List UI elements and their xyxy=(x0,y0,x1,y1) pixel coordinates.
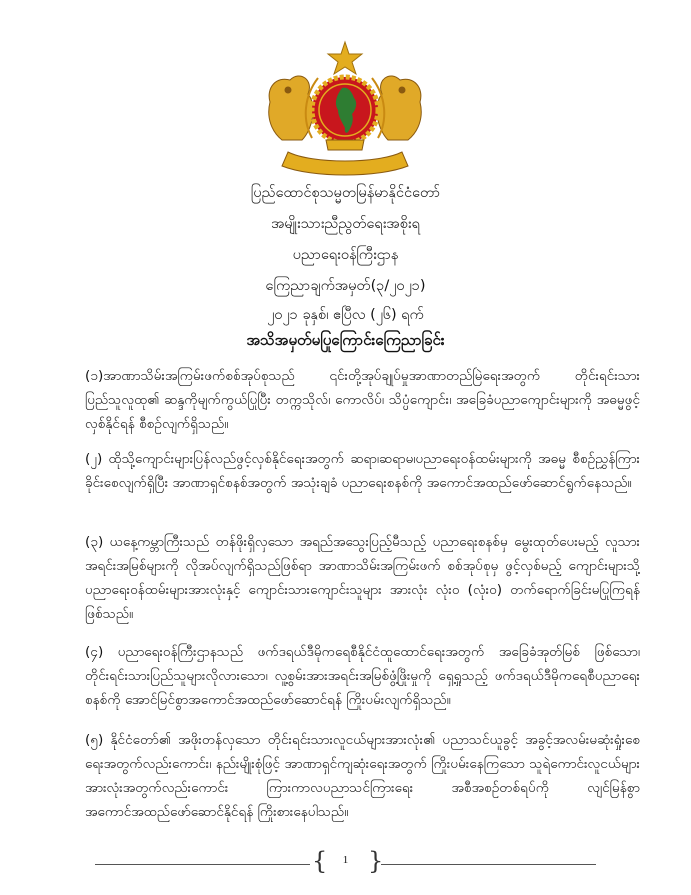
paragraph-2: (၂) ထိုသို့ကျောင်းများပြန်လည်ဖွင့်လှစ်နိုင်ရေးအတွက် ဆရာ၊ဆရာမ၊ပညာရေးဝန်ထမ်းများကို အဓမ္မ စီစဉ်ညွှန်ကြားခိုင်းစေလျက်ရှိပြီး အာဏာရှင်စနစ်အတွက် အသုံးချခံ ပညာရေးစနစ်ကို အကောင်အထည်ဖော်ဆောင်ရွက်နေသည်။ xyxy=(85,451,640,491)
paragraph-3: (၃) ယနေ့ကမ္ဘာကြီးသည် တန်ဖိုးရှိလှသော အရည်အသွေးပြည့်မီသည့် ပညာရေးစနစ်မှ မွေးထုတ်ပေးမည့် လူသားအရင်းအမြစ်များကို လိုအပ်လျက်ရှိသည်ဖြစ်ရာ အာဏာသိမ်းအကြမ်းဖက် စစ်အုပ်စုမှ ဖွင့်လှစ်မည့် ကျောင်းများသို့ ပညာရေးဝန်ထမ်းများအားလုံးနှင့် ကျောင်းသားကျောင်းသူများ အားလုံး လုံးဝ (လုံးဝ) တက်ရောက်ခြင်းမပြုကြရန် ဖြစ်သည်။ xyxy=(85,534,640,622)
paragraph-4: (၄) ပညာရေးဝန်ကြီးဌာနသည် ဖက်ဒရယ်ဒီမိုကရေစီနိုင်ငံထူထောင်ရေးအတွက် အခြေခံအုတ်မြစ် ဖြစ်သော၊ တိုင်းရင်းသားပြည်သူများလိုလားသော၊ လူ့စွမ်းအားအရင်းအမြစ်ဖွံ့ဖြိုးမှုကို ရှေ့ရှုသည့် ဖက်ဒရယ်ဒီမိုကရေစီပညာရေးစနစ်ကို အောင်မြင်စွာအကောင်အထည်ဖော်ဆောင်ရန် ကြိုးပမ်းလျက်ရှိသည်။ xyxy=(85,644,640,708)
state-seal-emblem xyxy=(262,40,428,180)
paragraph-1: (၁)အာဏာသိမ်းအကြမ်းဖက်စစ်အုပ်စုသည် ၎င်းတို့အုပ်ချုပ်မှုအာဏာတည်မြဲရေးအတွက် တိုင်းရင်းသားပြည်သူလူထု၏ ဆန္ဒကိုမျက်ကွယ်ပြုပြီး တက္ကသိုလ်၊ ကောလိပ်၊ သိပ္ပံကျောင်း၊ အခြေခံပညာကျောင်းများကို အဓမ္မဖွင့်လှစ်နိုင်ရန် စီစဉ်လျက်ရှိသည်။ xyxy=(85,368,640,432)
announcement-number: ကြေညာချက်အမှတ်(၃/၂၀၂၁) xyxy=(265,278,426,294)
government-name: အမျိုးသားညီညွတ်ရေးအစိုးရ xyxy=(271,216,420,232)
left-brace-icon: { xyxy=(312,847,328,875)
right-brace-icon: } xyxy=(368,847,384,875)
country-name: ပြည်ထောင်စုသမ္မတမြန်မာနိုင်ငံတော် xyxy=(250,185,441,201)
page-number: 1 xyxy=(342,854,349,866)
announcement-date: ၂၀၂၁ ခုနှစ်၊ ဧပြီလ (၂၆) ရက် xyxy=(267,307,424,323)
star-icon xyxy=(328,42,362,74)
ministry-name: ပညာရေးဝန်ကြီးဌာန xyxy=(292,247,399,263)
document-title: အသိအမှတ်မပြုကြောင်းကြေညာခြင်း xyxy=(246,331,445,349)
paragraph-5: (၅) နိုင်ငံတော်၏ အဖိုးတန်လှသော တိုင်းရင်းသားလူငယ်များအားလုံး၏ ပညာသင်ယူခွင့် အခွင့်အလမ်းမဆုံးရှုံးစေရေးအတွက်လည်းကောင်း၊ နည်းမျိုးစုံဖြင့် အာဏာရှင်ကျဆုံးရေးအတွက် ကြိုးပမ်းနေကြသော သူရဲကောင်းလူငယ်များအားလုံးအတွက်လည်းကောင်း ကြားကာလပညာသင်ကြားရေး အစီအစဉ်တစ်ရပ်ကို လျင်မြန်စွာအကောင်အထည်ဖော်ဆောင်နိုင်ရန် ကြိုးစားနေပါသည်။ xyxy=(85,732,640,820)
